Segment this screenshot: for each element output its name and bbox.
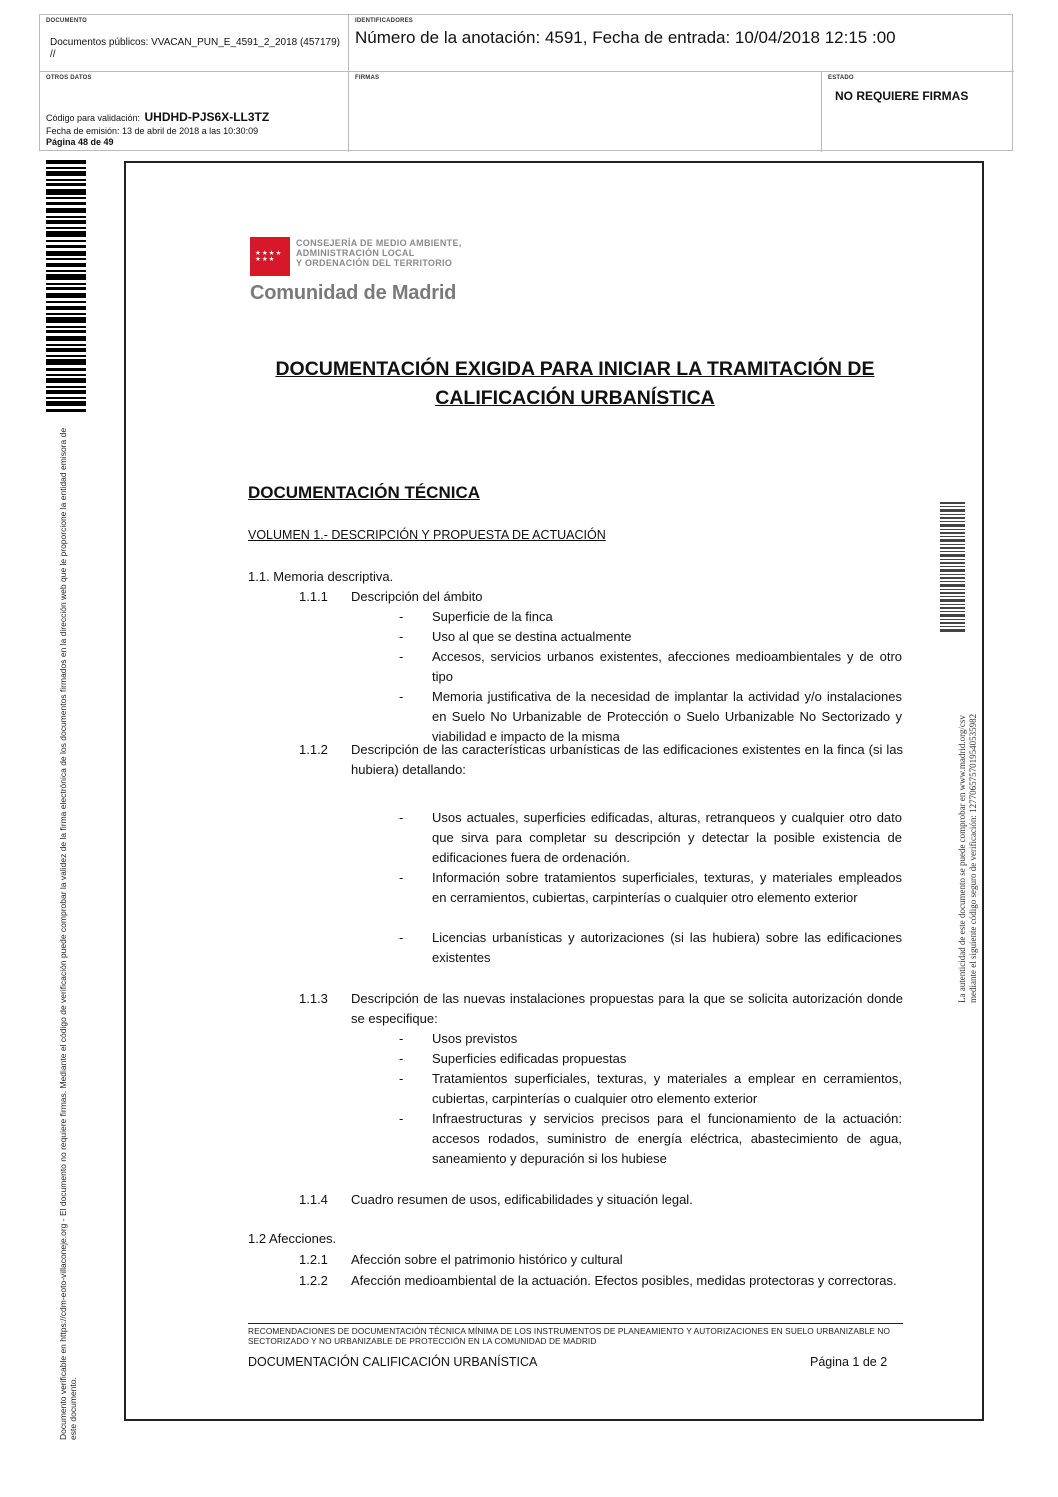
otros-datos-values: [46, 108, 346, 148]
header-table: [39, 14, 1013, 151]
volume-title: VOLUMEN 1.- DESCRIPCIÓN Y PROPUESTA DE ACTUACIÓN: [248, 528, 606, 542]
txt-1-1-4: Cuadro resumen de usos, edificabilidades y situación legal.: [351, 1192, 693, 1207]
bullet-dash: -: [399, 689, 404, 704]
txt-1-2-1: Afección sobre el patrimonio histórico y cultural: [351, 1252, 623, 1267]
otros-label: OTROS DATOS: [46, 75, 92, 81]
num-1-1-4: 1.1.4: [299, 1192, 328, 1207]
otros-datos-cell: [40, 72, 349, 152]
txt-1-1-3: Descripción de las nuevas instalaciones propuestas para la que se solicita autorización donde se especifique:: [351, 991, 903, 1026]
bullet-dash: -: [399, 1071, 404, 1086]
list-item: Información sobre tratamientos superficiales, texturas, y materiales empleados en cerramientos, cubiertas, carpinterías o cualquier otro elemento exterior: [432, 870, 902, 905]
bullet-dash: -: [399, 1111, 404, 1126]
codigo-label: Código para validación:: [46, 113, 141, 123]
identificadores-value: Número de la anotación: 4591, Fecha de entrada: 10/04/2018 12:15 :00: [355, 28, 896, 47]
flag-stars: ★★★★ ★★★: [255, 250, 283, 263]
firmas-label: FIRMAS: [355, 75, 380, 81]
list-item: Superficie de la finca: [432, 609, 553, 624]
num-1-2-2: 1.2.2: [299, 1273, 328, 1288]
fecha-emision: Fecha de emisión: 13 de abril de 2018 a las 10:30:09: [46, 126, 259, 136]
logo-name: Comunidad de Madrid: [250, 282, 457, 304]
num-1-1-3: 1.1.3: [299, 991, 328, 1006]
footer-divider: [248, 1323, 903, 1324]
madrid-flag-icon: [250, 237, 290, 276]
bullet-dash: -: [399, 810, 404, 825]
document-title: DOCUMENTACIÓN EXIGIDA PARA INICIAR LA TRAMITACIÓN DE CALIFICACIÓN URBANÍSTICA: [275, 358, 875, 409]
firmas-cell: [349, 72, 822, 152]
left-barcode-icon: [46, 160, 86, 412]
bullet-dash: -: [399, 1051, 404, 1066]
estado-label: ESTADO: [828, 75, 854, 81]
list-item: Superficies edificadas propuestas: [432, 1051, 627, 1066]
num-1-2-1: 1.2.1: [299, 1252, 328, 1267]
list-item: Uso al que se destina actualmente: [432, 629, 632, 644]
right-verification-line-2: mediante el siguiente código seguro de verificación: 1277065757019540535982: [968, 713, 978, 1003]
bullet-dash: -: [399, 649, 404, 664]
list-item: Licencias urbanísticas y autorizaciones (si las hubiera) sobre las edificaciones existentes: [432, 930, 902, 965]
documento-cell: [40, 15, 349, 72]
estado-cell: [822, 72, 1014, 152]
heading-1-2: 1.2 Afecciones.: [248, 1231, 337, 1246]
list-item: Usos actuales, superficies edificadas, alturas, retranqueos y cualquier otro dato que sirva para completar su descripción y detectar la posible existencia de edificaciones fuera de ordenación.: [432, 810, 902, 865]
num-1-1-2: 1.1.2: [299, 742, 328, 757]
txt-1-2-2: Afección medioambiental de la actuación. Efectos posibles, medidas protectoras y correctoras.: [351, 1273, 897, 1288]
list-item: Accesos, servicios urbanos existentes, afecciones medioambientales y de otro tipo: [432, 649, 902, 684]
heading-1-1: 1.1. Memoria descriptiva.: [248, 569, 394, 584]
txt-1-1-1: Descripción del ámbito: [351, 589, 483, 604]
comunidad-madrid-logo: [250, 237, 500, 303]
left-verification-text: Documento verificable en https://cdm-eoto-villaconeje.org - El documento no requiere firmas. Mediante el código de verificación puede comprobar la validez de la firma electrónica de los documentos firmados en la dirección web que le proporcione la entidad emisora de este documento.: [58, 427, 78, 1440]
footer-note: RECOMENDACIONES DE DOCUMENTACIÓN TÉCNICA MÍNIMA DE LOS INSTRUMENTOS DE PLANEAMIENTO Y AUTORIZACIONES EN SUELO URBANIZABLE NO SECTORIZADO Y NO URBANIZABLE DE PROTECCIÓN EN LA COMUNIDAD DE MADRID: [248, 1326, 890, 1346]
bullet-dash: -: [399, 609, 404, 624]
bullet-dash: -: [399, 1031, 404, 1046]
identificadores-cell: [349, 15, 1014, 72]
footer-page-number: Página 1 de 2: [810, 1355, 888, 1369]
page-count: Página 48 de 49: [46, 137, 114, 147]
logo-department: CONSEJERÍA DE MEDIO AMBIENTE, ADMINISTRACIÓN LOCAL Y ORDENACIÓN DEL TERRITORIO: [296, 238, 462, 268]
list-item: Infraestructuras y servicios precisos para el funcionamiento de la actuación: accesos rodados, suministro de energía eléctrica, abastecimiento de agua, saneamiento y depuración si los hubiese: [432, 1111, 902, 1166]
txt-1-1-2: Descripción de las características urbanísticas de las edificaciones existentes en la finca (si las hubiera) detallando:: [351, 742, 903, 777]
bullet-dash: -: [399, 930, 404, 945]
list-item: Tratamientos superficiales, texturas, y materiales a emplear en cerramientos, cubiertas, carpinterías o cualquier otro elemento exterior: [432, 1071, 902, 1106]
estado-value: NO REQUIERE FIRMAS: [835, 89, 969, 103]
documento-label: DOCUMENTO: [46, 18, 88, 24]
identificadores-label: IDENTIFICADORES: [355, 18, 414, 24]
bullet-dash: -: [399, 629, 404, 644]
bullet-dash: -: [399, 870, 404, 885]
documento-value: Documentos públicos: VVACAN_PUN_E_4591_2_2018 (457179) //: [50, 37, 340, 60]
num-1-1-1: 1.1.1: [299, 589, 328, 604]
validation-code[interactable]: UHDHD-PJS6X-LL3TZ: [144, 110, 270, 124]
footer-doc-name: DOCUMENTACIÓN CALIFICACIÓN URBANÍSTICA: [248, 1355, 538, 1369]
right-verification-line-1: La autenticidad de este documento se puede comprobar en www.madrid.org/csv: [957, 715, 967, 1003]
list-item: Memoria justificativa de la necesidad de implantar la actividad y/o instalaciones en Suelo No Urbanizable de Protección o Suelo Urbanizable No Sectorizado y viabilidad e impacto de la misma: [432, 689, 902, 744]
list-item: Usos previstos: [432, 1031, 518, 1046]
section-title: DOCUMENTACIÓN TÉCNICA: [248, 483, 481, 502]
